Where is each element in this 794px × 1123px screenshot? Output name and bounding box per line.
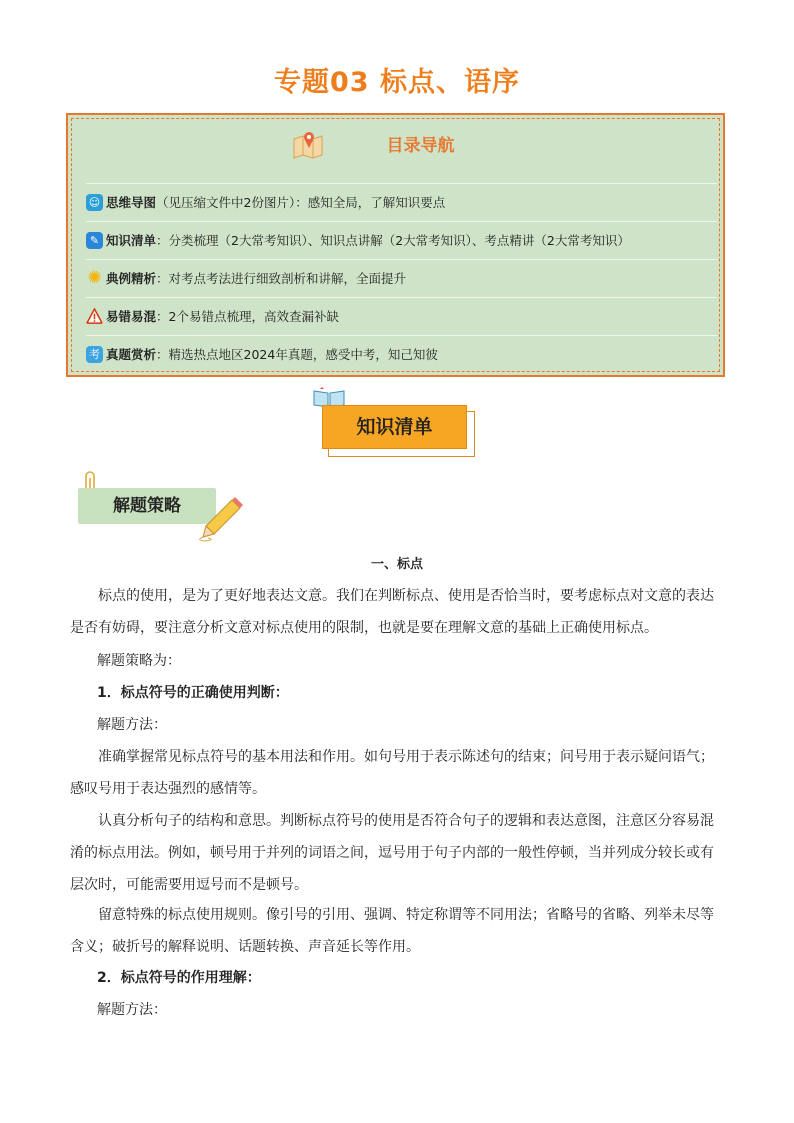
toc-row-mistakes [86, 297, 717, 334]
toc-row-label: 知识清单 [106, 233, 157, 248]
bulb-icon: ✺ [87, 268, 102, 288]
warning-icon [86, 308, 103, 325]
toc-row-text: ：分类梳理（2大常考知识）、知识点讲解（2大常考知识）、考点精讲（2大常考知识） [156, 233, 630, 248]
toc-row-text: ：2个易错点梳理，高效查漏补缺 [156, 309, 339, 324]
toc-row-label: 真题赏析 [106, 347, 157, 362]
toc-row-examples [86, 259, 717, 296]
paragraph: 解题策略为： [97, 653, 181, 669]
toc-row-label: 思维导图 [106, 195, 157, 210]
map-pin-icon [291, 129, 325, 159]
head-profile-icon: ☺ [86, 194, 103, 211]
method-label: 解题方法： [97, 717, 167, 733]
page-title: 专题03 标点、语序 [274, 67, 520, 98]
strategy-label: 解题策略 [78, 488, 216, 524]
subheading: 1．标点符号的正确使用判断： [97, 685, 289, 701]
subheading: 2．标点符号的作用理解： [97, 970, 261, 986]
toc-row-text: （见压缩文件中2份图片）：感知全局，了解知识要点 [156, 195, 446, 210]
toc-row-label: 典例精析 [106, 271, 157, 286]
toc-row-label: 易错易混 [106, 309, 157, 324]
pen-icon: ✎ [86, 232, 103, 249]
toc-row-text: ：对考点考法进行细致剖析和讲解，全面提升 [156, 271, 407, 286]
toc-row-text: ：精选热点地区2024年真题，感受中考，知己知彼 [156, 347, 438, 362]
toc-heading: 目录导航 [386, 136, 455, 156]
toc-row-realexam [86, 335, 717, 372]
toc-header [68, 131, 723, 156]
toc-row-mindmap [86, 183, 717, 220]
paragraph: 留意特殊的标点使用规则。像引号的引用、强调、特定称谓等不同用法；省略号的省略、列举未尽等含义；破折号的解释说明、话题转换、声音延长等作用。 [70, 907, 714, 955]
paragraph: 标点的使用，是为了更好地表达文意。我们在判断标点、使用是否恰当时，要考虑标点对文意的表达是否有妨碍，要注意分析文意对标点使用的限制，也就是要在理解文意的基础上正确使用标点。 [70, 588, 714, 636]
method-label: 解题方法： [97, 1002, 167, 1018]
toc-panel [66, 113, 725, 377]
pencil-icon [198, 494, 246, 542]
toc-row-knowledge [86, 221, 717, 258]
exam-badge-icon: 考 [86, 346, 103, 363]
paragraph: 准确掌握常见标点符号的基本用法和作用。如句号用于表示陈述句的结束；问号用于表示疑问语气；感叹号用于表达强烈的感情等。 [70, 749, 714, 797]
section-title: 一、标点 [370, 557, 423, 572]
paragraph: 认真分析句子的结构和意思。判断标点符号的使用是否符合句子的逻辑和表达意图，注意区分容易混淆的标点用法。例如，顿号用于并列的词语之间，逗号用于句子内部的一般性停顿，当并列成分较长或有层次时，可能需要用逗号而不是顿号。 [70, 813, 714, 893]
section-banner: 知识清单 [322, 405, 467, 449]
